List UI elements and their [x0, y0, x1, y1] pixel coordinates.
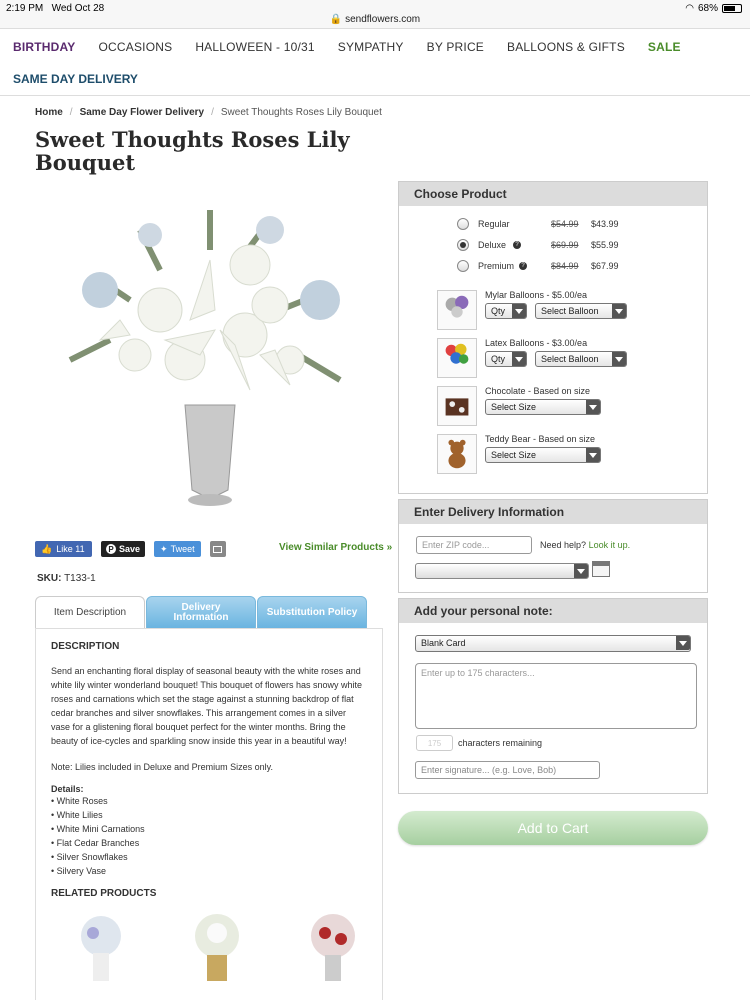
- nav-same-day-delivery[interactable]: SAME DAY DELIVERY: [13, 72, 138, 86]
- mylar-balloon-thumb: [437, 290, 477, 330]
- battery-icon: [722, 4, 742, 13]
- addon-latex: [437, 338, 627, 378]
- nav-birthday[interactable]: BIRTHDAY: [13, 40, 76, 54]
- description-note: Note: Lilies included in Deluxe and Premium Sizes only.: [51, 762, 273, 772]
- delivery-heading: Enter Delivery Information: [399, 500, 707, 524]
- personal-note-heading: Add your personal note:: [399, 599, 707, 623]
- delivery-panel: [398, 499, 708, 593]
- option-deluxe[interactable]: Deluxe ? $69.99 $55.99: [457, 239, 521, 251]
- list-item: • White Lilies: [51, 810, 103, 820]
- twitter-icon: ✦: [160, 543, 168, 554]
- social-buttons: [35, 541, 226, 557]
- addon-label: Teddy Bear - Based on size: [485, 434, 596, 444]
- radio-premium[interactable]: [457, 260, 469, 272]
- chevron-down-icon: [512, 352, 526, 366]
- list-item: • Flat Cedar Branches: [51, 838, 140, 848]
- wifi-icon: ◠: [685, 3, 694, 14]
- option-premium[interactable]: Premium ? $84.99 $67.99: [457, 260, 527, 272]
- latex-balloon-thumb: [437, 338, 477, 378]
- option-regular[interactable]: Regular $54.99 $43.99: [457, 218, 508, 230]
- nav-occasions[interactable]: OCCASIONS: [98, 40, 173, 54]
- related-products: [51, 911, 367, 981]
- character-counter-label: characters remaining: [458, 738, 543, 748]
- product-image: [40, 190, 380, 520]
- page-title: Sweet Thoughts Roses Lily Bouquet: [35, 127, 350, 175]
- teddy-bear-size-select[interactable]: Select Size: [485, 447, 601, 463]
- latex-balloon-select[interactable]: Select Balloon: [535, 351, 627, 367]
- personal-note-panel: [398, 598, 708, 794]
- mylar-balloon-select[interactable]: Select Balloon: [535, 303, 627, 319]
- status-bar: [0, 0, 750, 28]
- list-item: • White Roses: [51, 796, 108, 806]
- thumbs-up-icon: 👍: [41, 543, 53, 554]
- addon-label: Mylar Balloons - $5.00/ea: [485, 290, 588, 300]
- chevron-down-icon: [574, 564, 588, 578]
- related-product-3[interactable]: [303, 911, 363, 981]
- tab-item-description[interactable]: Item Description: [35, 596, 145, 629]
- details-list: [51, 794, 367, 878]
- card-type-select[interactable]: Blank Card: [415, 635, 691, 652]
- radio-regular[interactable]: [457, 218, 469, 230]
- related-products-heading: RELATED PRODUCTS: [51, 888, 157, 899]
- choose-product-panel: [398, 181, 708, 494]
- battery-indicator: ◠ 68%: [685, 3, 742, 14]
- nav-balloons-gifts[interactable]: BALLOONS & GIFTS: [507, 40, 625, 54]
- description-panel: [35, 628, 383, 1000]
- pinterest-icon: P: [106, 544, 116, 554]
- chocolate-thumb: [437, 386, 477, 426]
- addon-label: Chocolate - Based on size: [485, 386, 591, 396]
- addon-mylar: [437, 290, 627, 330]
- nav-sale[interactable]: SALE: [647, 40, 681, 54]
- addon-chocolate: [437, 386, 601, 426]
- tweet-button[interactable]: ✦ Tweet: [154, 541, 201, 557]
- list-item: • Silvery Vase: [51, 866, 107, 876]
- description-heading: DESCRIPTION: [51, 641, 120, 652]
- sku: SKU: T133-1: [37, 573, 96, 584]
- latex-qty-select[interactable]: Qty: [485, 351, 527, 367]
- breadcrumb-category[interactable]: Same Day Flower Delivery: [79, 107, 205, 118]
- tab-substitution-policy[interactable]: Substitution Policy: [257, 596, 367, 629]
- pinterest-save-button[interactable]: P Save: [101, 541, 145, 557]
- chevron-down-icon: [676, 636, 690, 650]
- product-tabs: [35, 596, 368, 629]
- note-textarea[interactable]: Enter up to 175 characters...: [415, 663, 697, 729]
- chocolate-size-select[interactable]: Select Size: [485, 399, 601, 415]
- calendar-icon[interactable]: [592, 561, 610, 577]
- help-icon[interactable]: ?: [513, 241, 521, 249]
- status-time: 2:19 PM Wed Oct 28: [6, 3, 105, 14]
- list-item: • Silver Snowflakes: [51, 852, 128, 862]
- url-bar[interactable]: 🔒 sendflowers.com: [329, 14, 421, 25]
- breadcrumb-current: Sweet Thoughts Roses Lily Bouquet: [220, 107, 382, 118]
- choose-product-heading: Choose Product: [399, 182, 707, 206]
- email-share-button[interactable]: [210, 541, 226, 557]
- character-counter: 175: [416, 735, 453, 751]
- chevron-down-icon: [586, 400, 600, 414]
- chevron-down-icon: [612, 352, 626, 366]
- mylar-qty-select[interactable]: Qty: [485, 303, 527, 319]
- add-to-cart-button[interactable]: Add to Cart: [398, 811, 708, 845]
- related-product-2[interactable]: [187, 911, 247, 981]
- breadcrumb-home[interactable]: Home: [35, 107, 63, 118]
- related-product-1[interactable]: [71, 911, 131, 981]
- nav-by-price[interactable]: BY PRICE: [426, 40, 485, 54]
- teddy-bear-thumb: [437, 434, 477, 474]
- look-it-up-link[interactable]: Look it up.: [588, 540, 631, 550]
- main-nav: [0, 28, 750, 96]
- signature-input[interactable]: Enter signature... (e.g. Love, Bob): [415, 761, 600, 779]
- help-icon[interactable]: ?: [519, 262, 527, 270]
- list-item: • White Mini Carnations: [51, 824, 145, 834]
- addon-label: Latex Balloons - $3.00/ea: [485, 338, 588, 348]
- breadcrumb: Home / Same Day Flower Delivery / Sweet Thoughts Roses Lily Bouquet: [35, 107, 382, 118]
- need-help: Need help? Look it up.: [540, 540, 631, 550]
- chevron-down-icon: [512, 304, 526, 318]
- chevron-down-icon: [612, 304, 626, 318]
- chevron-down-icon: [586, 448, 600, 462]
- mail-icon: [213, 546, 222, 553]
- tab-delivery-information[interactable]: Delivery Information: [146, 596, 256, 629]
- nav-halloween[interactable]: HALLOWEEN - 10/31: [195, 40, 315, 54]
- description-body: Send an enchanting floral display of seasonal beauty with the white roses and white lily winter wonderland bouquet! This bouquet of flowers has snowy white roses and carnations which set the stage against a stunning backdrop of flat cedar branches and silver snowflakes. This arrangement comes in a silver vase for a glistening floral bouquet perfect for the winter months. Bring the beauty of ice-cycles and sparkling snow inside this year in a beautiful way!: [51, 666, 363, 746]
- details-heading: Details:: [51, 784, 84, 794]
- radio-deluxe[interactable]: [457, 239, 469, 251]
- view-similar-link[interactable]: View Similar Products »: [279, 542, 393, 553]
- delivery-date-select[interactable]: [415, 563, 589, 579]
- facebook-like-button[interactable]: 👍 Like 11: [35, 541, 92, 557]
- zip-input[interactable]: Enter ZIP code...: [416, 536, 532, 554]
- addon-teddy-bear: [437, 434, 601, 474]
- nav-sympathy[interactable]: SYMPATHY: [337, 40, 404, 54]
